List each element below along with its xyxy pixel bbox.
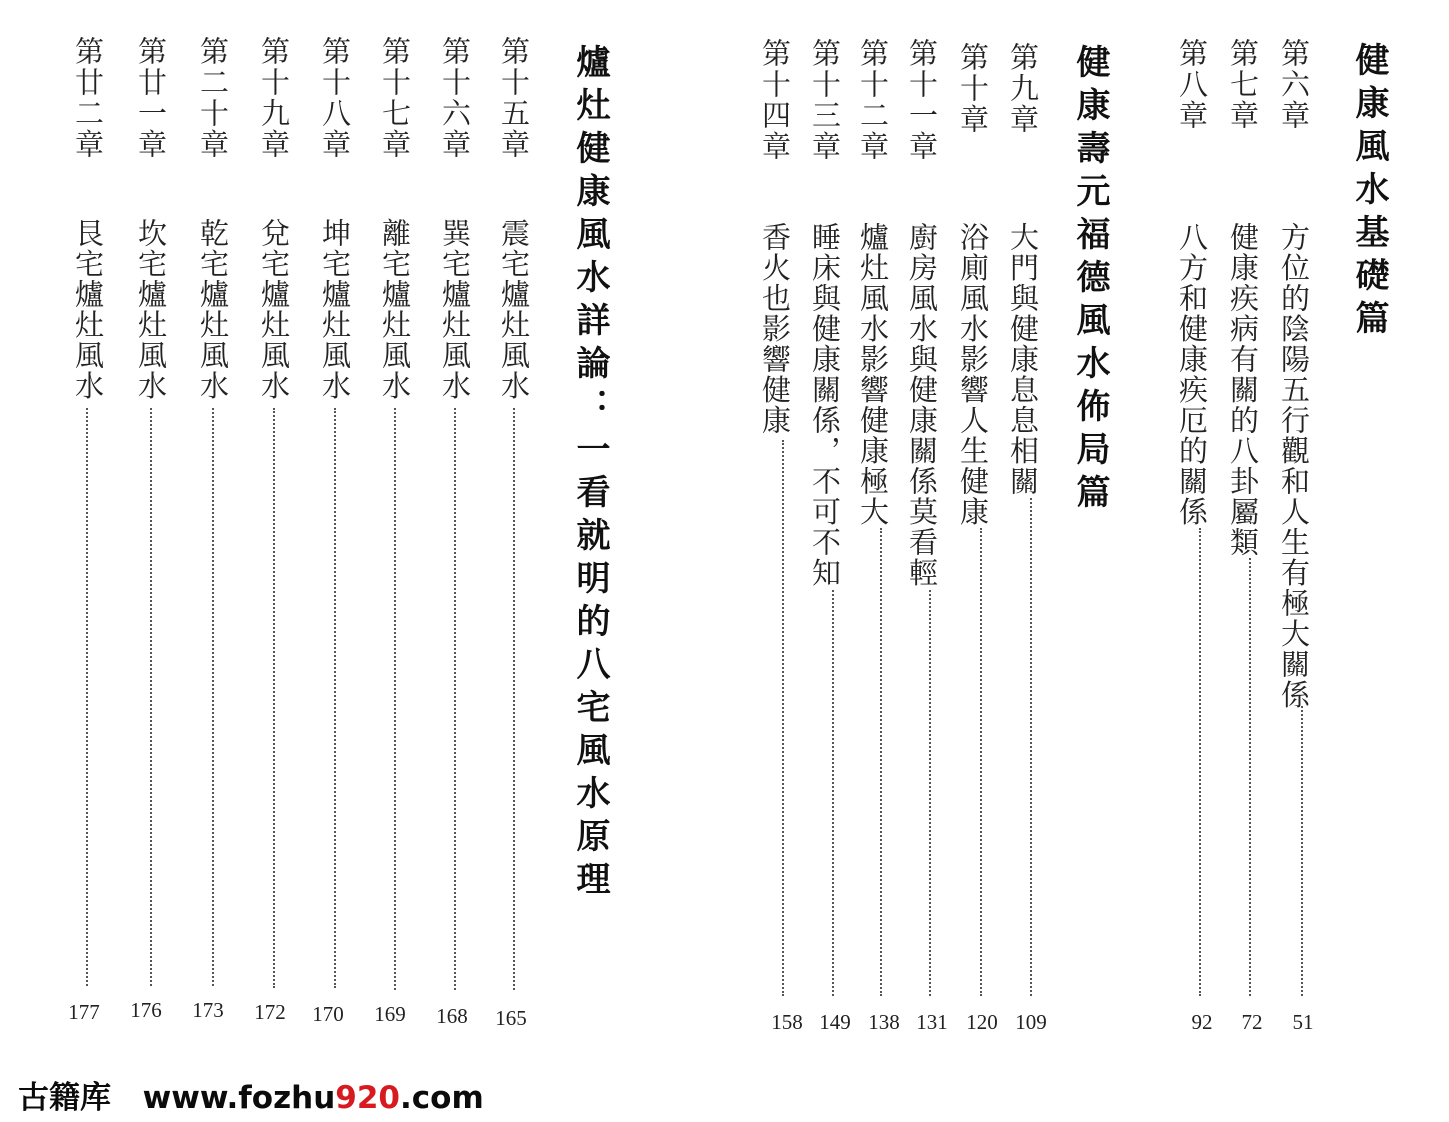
- chapter-label: 第九章: [1006, 42, 1040, 135]
- leader-dots: [212, 408, 214, 986]
- page-number: 158: [771, 1010, 803, 1034]
- chapter-label: 第廿二章: [71, 36, 105, 160]
- chapter-title: 震宅爐灶風水: [497, 218, 531, 401]
- chapter-label: 第十一章: [905, 38, 939, 162]
- leader-dots: [929, 590, 931, 996]
- page-number: 138: [868, 1010, 900, 1034]
- leader-dots: [782, 440, 784, 996]
- chapter-label: 第十五章: [497, 36, 531, 160]
- page-number: 173: [192, 998, 224, 1022]
- leader-dots: [86, 408, 88, 986]
- chapter-title: 坎宅爐灶風水: [134, 218, 168, 401]
- leader-dots: [273, 408, 275, 988]
- page-number: 168: [436, 1004, 468, 1028]
- chapter-label: 第七章: [1226, 38, 1260, 131]
- page-number: 92: [1191, 1010, 1213, 1034]
- site-name: 古籍库: [18, 1080, 111, 1116]
- page-number: 109: [1015, 1010, 1047, 1034]
- chapter-label: 第十八章: [318, 36, 352, 160]
- page-number: 131: [916, 1010, 948, 1034]
- page-number: 165: [495, 1006, 527, 1030]
- chapter-label: 第十七章: [378, 36, 412, 160]
- chapter-label: 第十六章: [438, 36, 472, 160]
- watermark-footer[interactable]: [18, 1072, 484, 1117]
- leader-dots: [513, 408, 515, 990]
- chapter-title: 艮宅爐灶風水: [71, 218, 105, 401]
- site-url-suffix: .com: [400, 1080, 484, 1116]
- leader-dots: [1249, 558, 1251, 996]
- leader-dots: [832, 590, 834, 996]
- page-number: 172: [254, 1000, 286, 1024]
- leader-dots: [150, 408, 152, 986]
- leader-dots: [394, 408, 396, 990]
- page-number: 120: [966, 1010, 998, 1034]
- page-number: 177: [68, 1000, 100, 1024]
- chapter-title: 方位的陰陽五行觀和人生有極大關係: [1277, 222, 1311, 710]
- chapter-title: 大門與健康息息相關: [1006, 222, 1040, 497]
- site-url-prefix: www.fozhu: [142, 1080, 336, 1116]
- chapter-label: 第十四章: [758, 38, 792, 162]
- chapter-label: 第十章: [956, 42, 990, 135]
- page-number: 169: [374, 1002, 406, 1026]
- chapter-title: 坤宅爐灶風水: [318, 218, 352, 401]
- section-heading-health-fengshui-basics: 健康風水基礎篇: [1349, 42, 1389, 343]
- chapter-title: 離宅爐灶風水: [378, 218, 412, 401]
- page-number: 51: [1292, 1010, 1314, 1034]
- chapter-label: 第廿一章: [134, 36, 168, 160]
- page-number: 176: [130, 998, 162, 1022]
- leader-dots: [1301, 706, 1303, 996]
- site-url-number: 920: [335, 1080, 400, 1116]
- chapter-title: 爐灶風水影響健康極大: [856, 222, 890, 527]
- leader-dots: [880, 528, 882, 996]
- leader-dots: [454, 408, 456, 990]
- chapter-label: 第八章: [1175, 38, 1209, 131]
- chapter-label: 第二十章: [196, 36, 230, 160]
- chapter-label: 第十九章: [257, 36, 291, 160]
- chapter-title: 健康疾病有關的八卦屬類: [1226, 222, 1260, 558]
- chapter-title: 浴廁風水影響人生健康: [956, 222, 990, 527]
- page-number: 170: [312, 1002, 344, 1026]
- leader-dots: [980, 528, 982, 996]
- chapter-title: 睡床與健康關係，不可不知: [808, 222, 842, 588]
- chapter-label: 第六章: [1277, 38, 1311, 131]
- leader-dots: [1030, 498, 1032, 996]
- leader-dots: [334, 408, 336, 988]
- section-heading-stove-detailed: 爐灶健康風水詳論：一看就明的八宅風水原理: [570, 44, 610, 904]
- section-heading-longevity-layout: 健康壽元福德風水佈局篇: [1070, 44, 1110, 517]
- chapter-title: 八方和健康疾厄的關係: [1175, 222, 1209, 527]
- page-number: 149: [819, 1010, 851, 1034]
- chapter-title: 巽宅爐灶風水: [438, 218, 472, 401]
- leader-dots: [1199, 528, 1201, 996]
- chapter-title: 香火也影響健康: [758, 222, 792, 436]
- chapter-label: 第十二章: [856, 38, 890, 162]
- chapter-title: 乾宅爐灶風水: [196, 218, 230, 401]
- chapter-title: 兌宅爐灶風水: [257, 218, 291, 401]
- chapter-label: 第十三章: [808, 38, 842, 162]
- page-number: 72: [1241, 1010, 1263, 1034]
- chapter-title: 廚房風水與健康關係莫看輕: [905, 222, 939, 588]
